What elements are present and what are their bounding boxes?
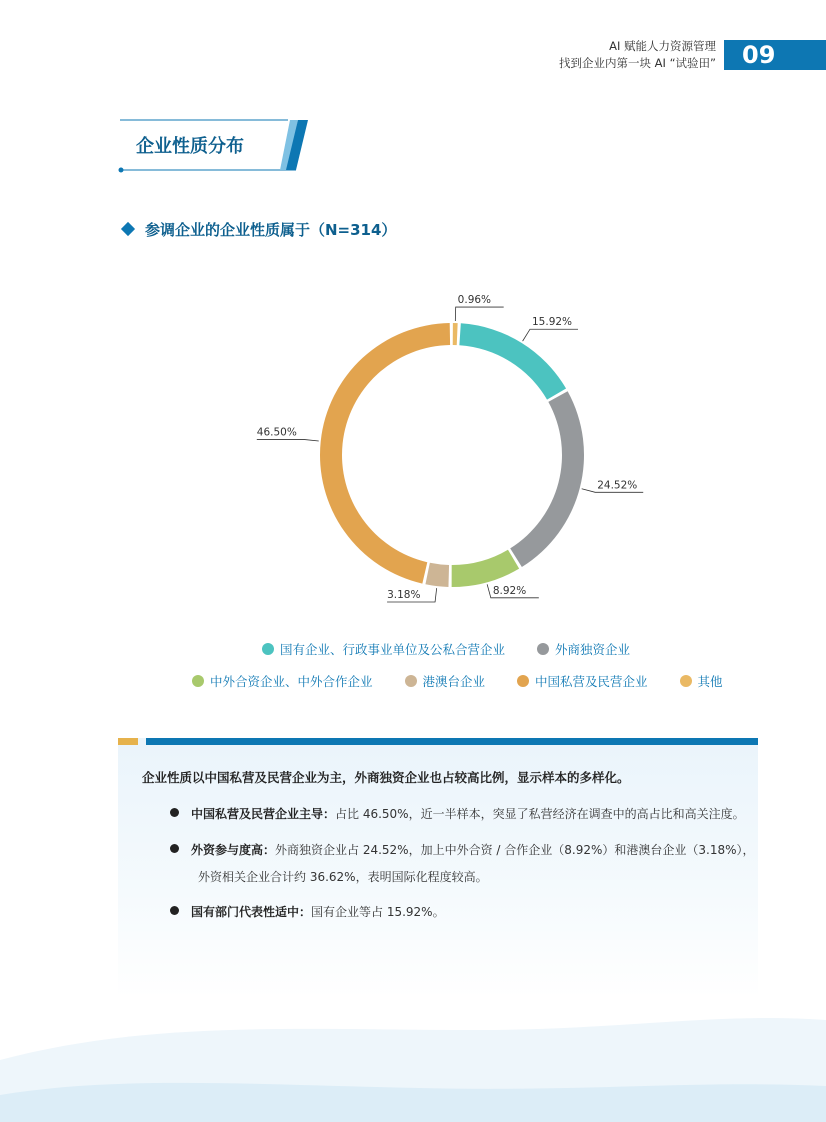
legend-label-foreign-owned: 外商独资企业 bbox=[555, 642, 631, 657]
summary-box bbox=[118, 738, 758, 998]
legend-item-private bbox=[517, 672, 648, 690]
chart-subtitle-text: 参调企业的企业性质属于（N=314） bbox=[145, 221, 397, 239]
summary-point-1-title: 中国私营及民营企业主导： bbox=[191, 807, 336, 821]
donut-slice-private bbox=[320, 323, 450, 584]
legend-item-hk-macao-taiwan bbox=[405, 672, 486, 690]
donut-chart bbox=[0, 270, 826, 610]
legend-dot-hk-macao-taiwan bbox=[405, 675, 417, 687]
data-label-foreign-owned: 24.52% bbox=[597, 479, 638, 492]
leader-line-state-owned bbox=[523, 329, 578, 341]
header-text bbox=[559, 38, 716, 72]
summary-point-1 bbox=[170, 801, 745, 827]
legend-dot-state-owned bbox=[262, 643, 274, 655]
legend-label-joint-venture: 中外合资企业、中外合作企业 bbox=[210, 674, 373, 689]
data-label-joint-venture: 8.92% bbox=[492, 584, 527, 597]
summary-point-3 bbox=[170, 899, 445, 925]
decorative-wave bbox=[0, 1000, 826, 1122]
bullet-icon bbox=[170, 808, 179, 817]
data-label-private: 46.50% bbox=[256, 426, 297, 439]
legend-row-1 bbox=[262, 640, 658, 658]
leader-line-other bbox=[455, 307, 503, 321]
summary-accent-blue bbox=[146, 738, 758, 745]
summary-point-2 bbox=[170, 837, 755, 863]
page-number: 09 bbox=[724, 40, 826, 70]
section-title-box bbox=[118, 118, 318, 174]
header-line-2: 找到企业内第一块 AI “试验田” bbox=[559, 56, 716, 70]
summary-accent-yellow bbox=[118, 738, 138, 745]
summary-lead: 企业性质以中国私营及民营企业为主，外商独资企业也占较高比例，显示样本的多样化。 bbox=[142, 770, 630, 785]
legend-dot-foreign-owned bbox=[537, 643, 549, 655]
donut-slice-joint-venture bbox=[452, 550, 520, 587]
summary-point-2-continued: 外资相关企业合计约 36.62%，表明国际化程度较高。 bbox=[198, 870, 488, 884]
data-label-other: 0.96% bbox=[457, 294, 492, 307]
legend-item-state-owned bbox=[262, 640, 505, 658]
summary-point-2-text: 外商独资企业占 24.52%，加上中外合资 / 合作企业（8.92%）和港澳台企业（3.18%）， bbox=[275, 843, 755, 857]
legend-label-other: 其他 bbox=[697, 674, 723, 689]
donut-slice-hk-macao-taiwan bbox=[425, 563, 449, 587]
header-line-1: AI 赋能人力资源管理 bbox=[609, 39, 716, 53]
donut-slice-foreign-owned bbox=[510, 391, 584, 567]
legend-dot-joint-venture bbox=[192, 675, 204, 687]
summary-point-3-text: 国有企业等占 15.92%。 bbox=[311, 905, 445, 919]
summary-point-1-text: 占比 46.50%，近一半样本，突显了私营经济在调查中的高占比和高关注度。 bbox=[335, 807, 745, 821]
legend-item-joint-venture bbox=[192, 672, 373, 690]
leader-line-private bbox=[257, 440, 319, 441]
page-header bbox=[0, 38, 826, 78]
section-title: 企业性质分布 bbox=[136, 136, 244, 157]
summary-point-3-title: 国有部门代表性适中： bbox=[191, 905, 312, 919]
bullet-icon bbox=[170, 844, 179, 853]
bullet-icon bbox=[170, 906, 179, 915]
chart-subtitle bbox=[120, 219, 396, 240]
donut-slice-other bbox=[453, 323, 458, 345]
data-label-state-owned: 15.92% bbox=[532, 316, 573, 329]
legend-label-state-owned: 国有企业、行政事业单位及公私合营企业 bbox=[280, 642, 506, 657]
legend-dot-other bbox=[680, 675, 692, 687]
data-label-hk-macao-taiwan: 3.18% bbox=[387, 589, 421, 602]
legend-label-hk-macao-taiwan: 港澳台企业 bbox=[422, 674, 486, 689]
legend-label-private: 中国私营及民营企业 bbox=[535, 674, 648, 689]
diamond-icon bbox=[121, 222, 135, 236]
legend-item-foreign-owned bbox=[537, 640, 630, 658]
legend-row-2 bbox=[192, 672, 751, 690]
legend-dot-private bbox=[517, 675, 529, 687]
donut-slice-state-owned bbox=[459, 323, 566, 399]
summary-point-2-title: 外资参与度高： bbox=[191, 843, 276, 857]
legend-item-other bbox=[680, 672, 723, 690]
